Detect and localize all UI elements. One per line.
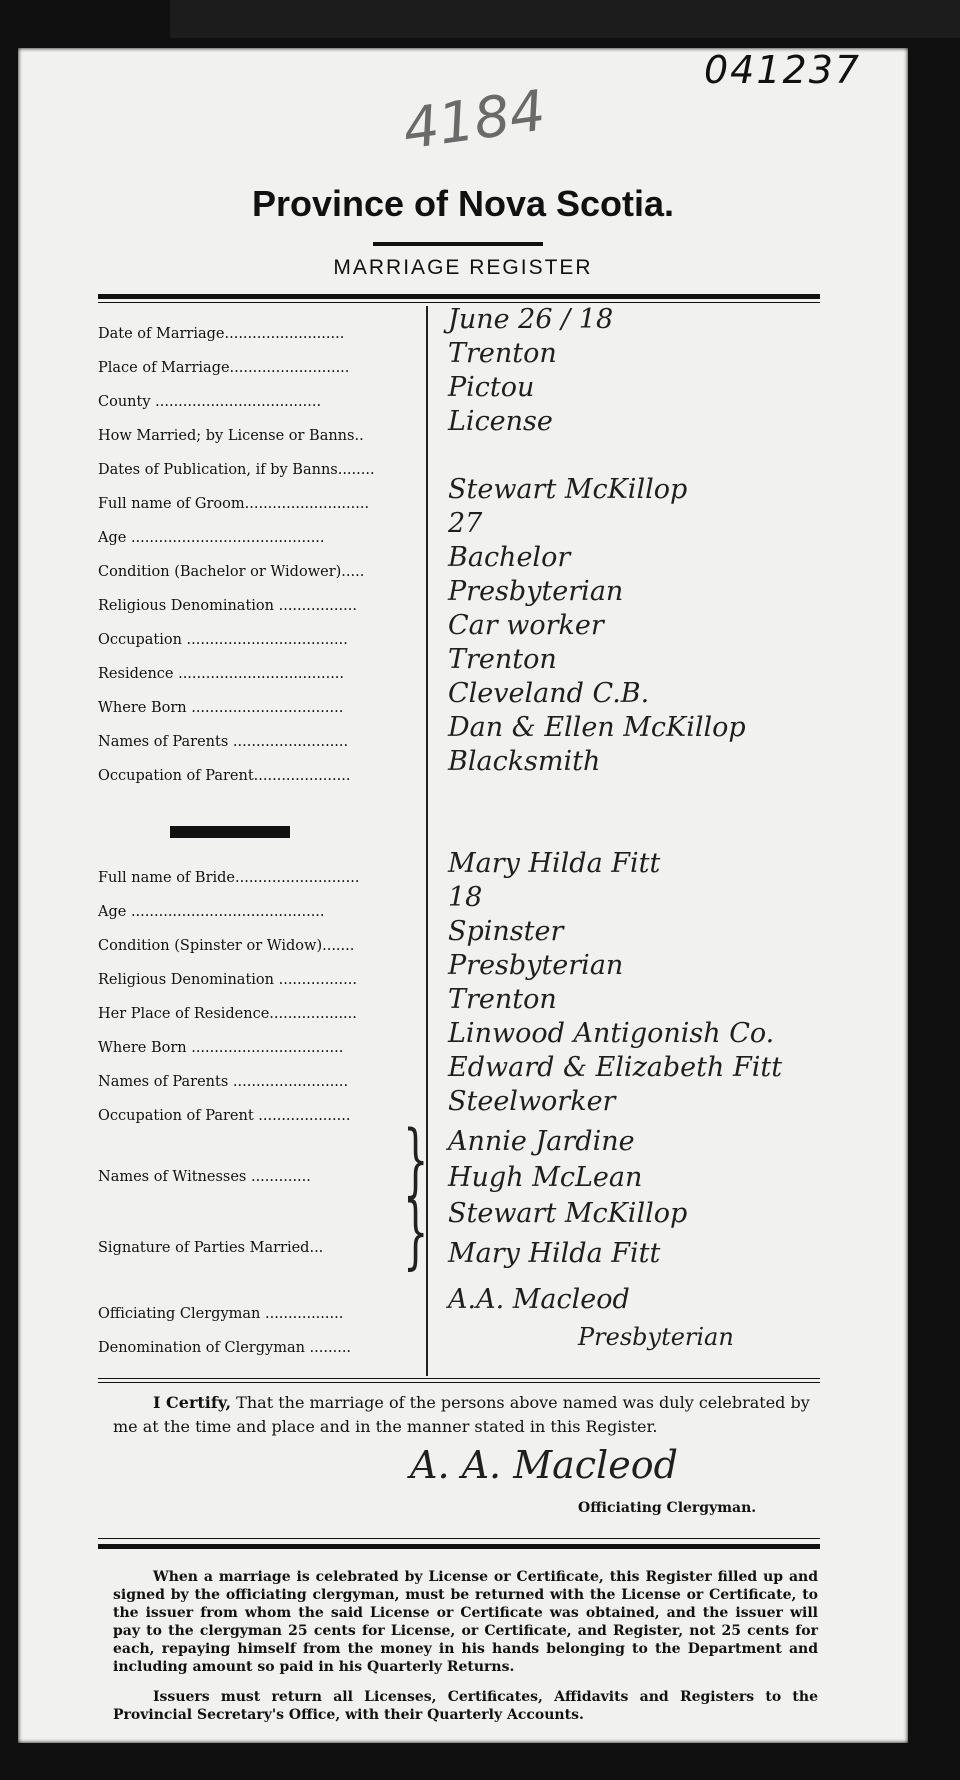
register-document xyxy=(18,48,908,1743)
groom-field-value-8: Presbyterian xyxy=(448,576,624,607)
clergy-label: Officiating Clergyman ................. xyxy=(98,1306,344,1322)
notice-rule-thin xyxy=(98,1538,820,1539)
bride-field-value-6: Edward & Elizabeth Fitt xyxy=(448,1052,783,1083)
bride-field-label-3: Religious Denomination ................. xyxy=(98,972,357,988)
groom-field-label-1: Place of Marriage.......................... xyxy=(98,360,350,376)
bride-field-label-2: Condition (Spinster or Widow)....... xyxy=(98,938,355,954)
certify-body: That the marriage of the persons above named was duly celebrated by me at the time and place and in the manner stated in this Register. xyxy=(113,1393,810,1436)
groom-field-value-7: Bachelor xyxy=(448,542,571,573)
file-number: 041237 xyxy=(704,48,862,92)
groom-field-label-5: Full name of Groom........................... xyxy=(98,496,370,512)
signature-bride: Mary Hilda Fitt xyxy=(448,1238,661,1269)
groom-field-label-9: Occupation ................................... xyxy=(98,632,348,648)
bride-field-value-0: Mary Hilda Fitt xyxy=(448,848,661,879)
document-subtitle: MARRIAGE REGISTER xyxy=(333,256,593,279)
groom-field-label-2: County .................................... xyxy=(98,394,322,410)
bride-field-value-3: Presbyterian xyxy=(448,950,624,981)
bride-field-value-5: Linwood Antigonish Co. xyxy=(448,1018,775,1049)
bride-field-label-1: Age .......................................... xyxy=(98,904,325,920)
groom-field-value-3: License xyxy=(448,406,553,437)
signatures-label: Signature of Parties Married... xyxy=(98,1240,324,1256)
certification-text xyxy=(113,1391,813,1439)
groom-field-label-8: Religious Denomination ................. xyxy=(98,598,357,614)
groom-field-label-10: Residence .................................... xyxy=(98,666,345,682)
notice-rule-thick xyxy=(98,1544,820,1549)
clergy-denomination-value: Presbyterian xyxy=(578,1323,734,1351)
groom-field-label-12: Names of Parents ......................... xyxy=(98,734,349,750)
witnesses-brace: } xyxy=(403,1115,429,1207)
clergyman-signature-label: Officiating Clergyman. xyxy=(578,1500,757,1516)
issuers-notice: Issuers must return all Licenses, Certificates, Affidavits and Registers to the Provincial Secretary's Office, with their Quarterly Accounts. xyxy=(113,1689,818,1723)
header-rule xyxy=(98,294,820,299)
document-title: Province of Nova Scotia. xyxy=(251,183,675,224)
certify-rule-thin xyxy=(98,1378,820,1379)
return-notice: When a marriage is celebrated by License or Certificate, this Register filled up and signed by the officiating clergyman, must be returned with the License or Certificate, to the issuer from whom the said License or Certificate was obtained, and the issuer will pay to the clergyman 25 cents for License, or Certificate, and Register, not 25 cents for each, repaying himself from the money in his hands belonging to the Department and including amount so paid in his Quarterly Returns. xyxy=(113,1569,818,1675)
bride-field-value-2: Spinster xyxy=(448,916,564,947)
bride-field-label-4: Her Place of Residence................... xyxy=(98,1006,357,1022)
bride-field-label-0: Full name of Bride........................... xyxy=(98,870,360,886)
witness-1: Annie Jardine xyxy=(448,1126,635,1157)
signatures-brace: } xyxy=(403,1187,429,1279)
groom-field-label-3: How Married; by License or Banns.. xyxy=(98,428,364,444)
groom-field-label-6: Age .......................................... xyxy=(98,530,325,546)
groom-field-value-10: Trenton xyxy=(448,644,557,675)
bride-field-value-4: Trenton xyxy=(448,984,557,1015)
groom-field-value-11: Cleveland C.B. xyxy=(448,678,650,709)
groom-field-label-7: Condition (Bachelor or Widower)..... xyxy=(98,564,365,580)
clergyman-signature: A. A. Macleod xyxy=(410,1443,678,1487)
groom-field-value-2: Pictou xyxy=(448,372,535,403)
groom-field-value-9: Car worker xyxy=(448,610,604,641)
bride-field-value-1: 18 xyxy=(448,882,483,913)
scan-border-top xyxy=(170,0,960,38)
groom-field-label-13: Occupation of Parent..................... xyxy=(98,768,351,784)
groom-field-value-5: Stewart McKillop xyxy=(448,474,688,505)
groom-field-label-4: Dates of Publication, if by Banns........ xyxy=(98,462,375,478)
clergy-value: A.A. Macleod xyxy=(448,1284,630,1315)
groom-field-value-12: Dan & Ellen McKillop xyxy=(448,712,746,743)
header-rule-thin xyxy=(98,302,820,303)
groom-field-value-6: 27 xyxy=(448,508,483,539)
certify-rule-thin-2 xyxy=(98,1382,820,1383)
certify-lead: I Certify, xyxy=(153,1393,232,1412)
signature-groom: Stewart McKillop xyxy=(448,1198,688,1229)
page-number: 4184 xyxy=(399,78,550,163)
bride-field-label-6: Names of Parents ......................... xyxy=(98,1074,349,1090)
groom-field-value-1: Trenton xyxy=(448,338,557,369)
section-divider-bar xyxy=(170,826,290,838)
witness-2: Hugh McLean xyxy=(448,1162,643,1193)
groom-field-value-13: Blacksmith xyxy=(448,746,601,777)
bride-field-label-7: Occupation of Parent .................... xyxy=(98,1108,351,1124)
bride-field-value-7: Steelworker xyxy=(448,1086,616,1117)
groom-field-label-0: Date of Marriage.......................... xyxy=(98,326,345,342)
witnesses-label: Names of Witnesses ............. xyxy=(98,1169,311,1185)
groom-field-value-0: June 26 / 18 xyxy=(448,304,614,335)
bride-field-label-5: Where Born ................................. xyxy=(98,1040,344,1056)
title-divider xyxy=(373,242,543,246)
groom-field-label-11: Where Born ................................. xyxy=(98,700,344,716)
clergy-denomination-label: Denomination of Clergyman ......... xyxy=(98,1340,352,1356)
